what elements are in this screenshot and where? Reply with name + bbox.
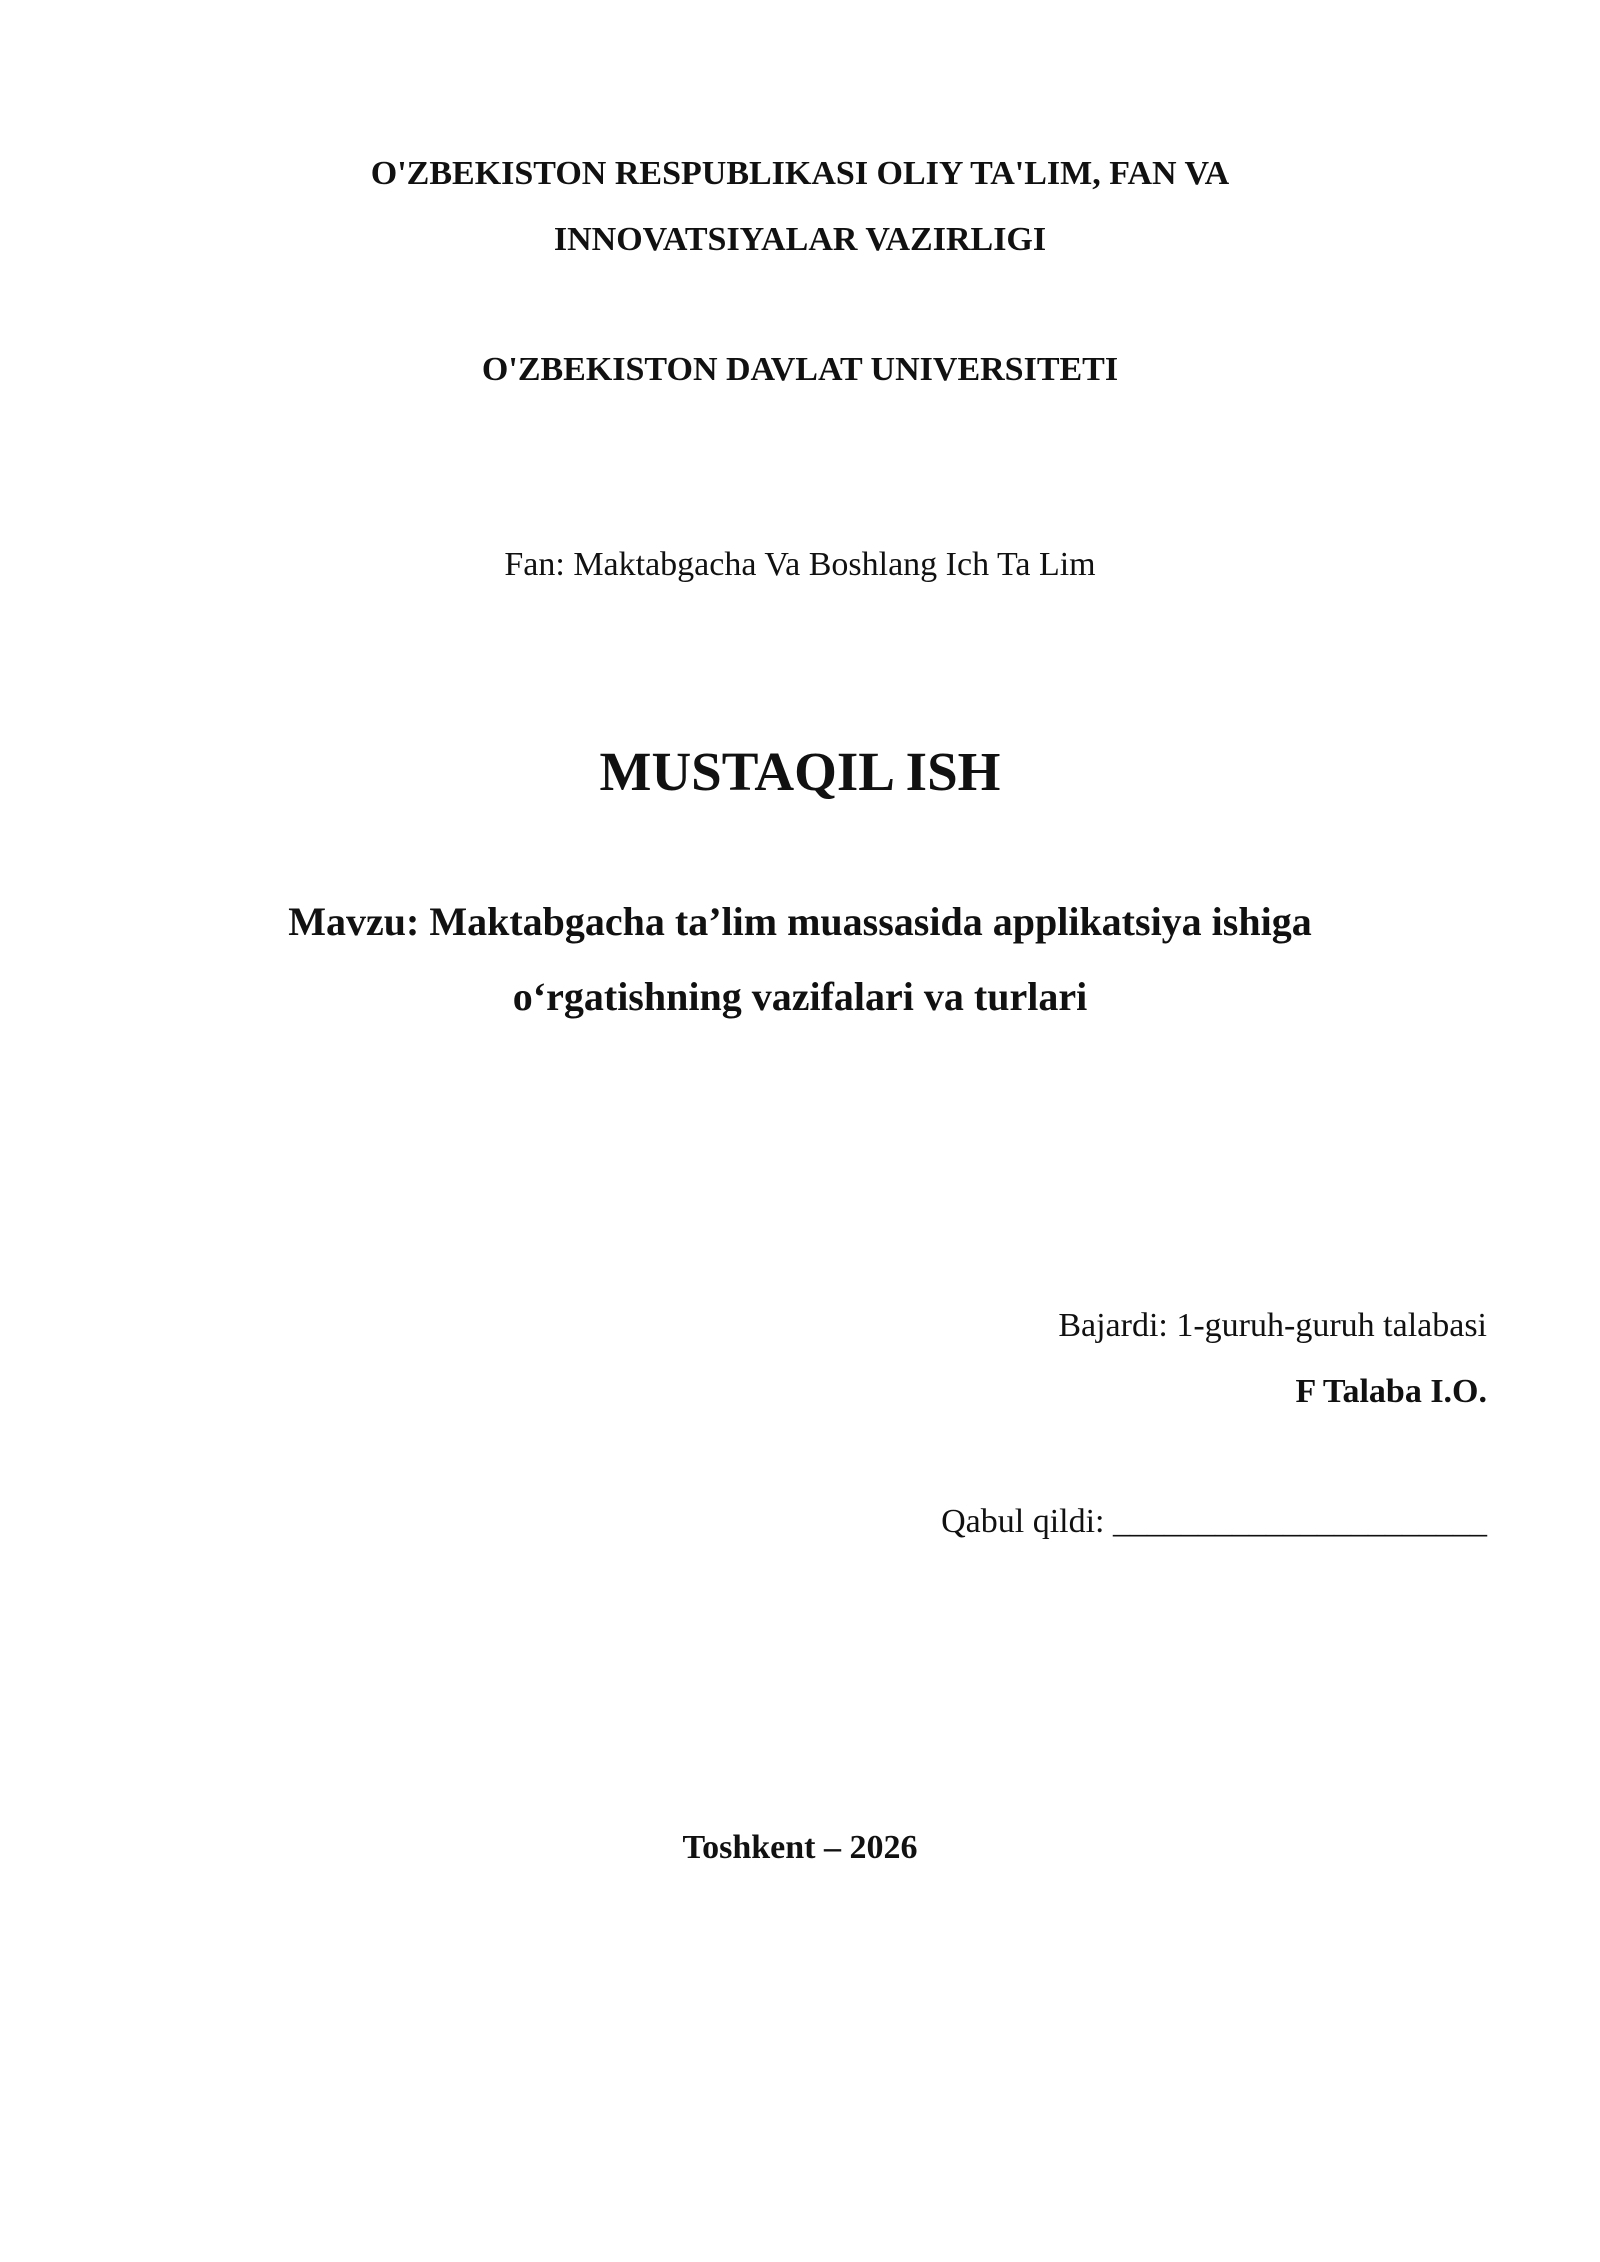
- accepted-by-line: Qabul qildi: ______________________: [941, 1503, 1487, 1540]
- performed-by-line: Bajardi: 1-guruh-guruh talabasi: [1058, 1307, 1487, 1344]
- document-title: MUSTAQIL ISH: [599, 741, 1001, 802]
- topic-line-2: o‘rgatishning vazifalari va turlari: [512, 974, 1088, 1019]
- city-year: Toshkent – 2026: [682, 1829, 918, 1866]
- university-name: O'ZBEKISTON DAVLAT UNIVERSITETI: [481, 351, 1119, 388]
- subject-line: Fan: Maktabgacha Va Boshlang Ich Ta Lim: [504, 546, 1096, 583]
- ministry-name-line-2: INNOVATSIYALAR VAZIRLIGI: [553, 221, 1047, 258]
- topic-line-1: Mavzu: Maktabgacha ta’lim muassasida applikatsiya ishiga: [288, 899, 1312, 944]
- ministry-name-line-1: O'ZBEKISTON RESPUBLIKASI OLIY TA'LIM, FAN VA: [370, 155, 1230, 192]
- student-name: F Talaba I.O.: [1295, 1373, 1487, 1410]
